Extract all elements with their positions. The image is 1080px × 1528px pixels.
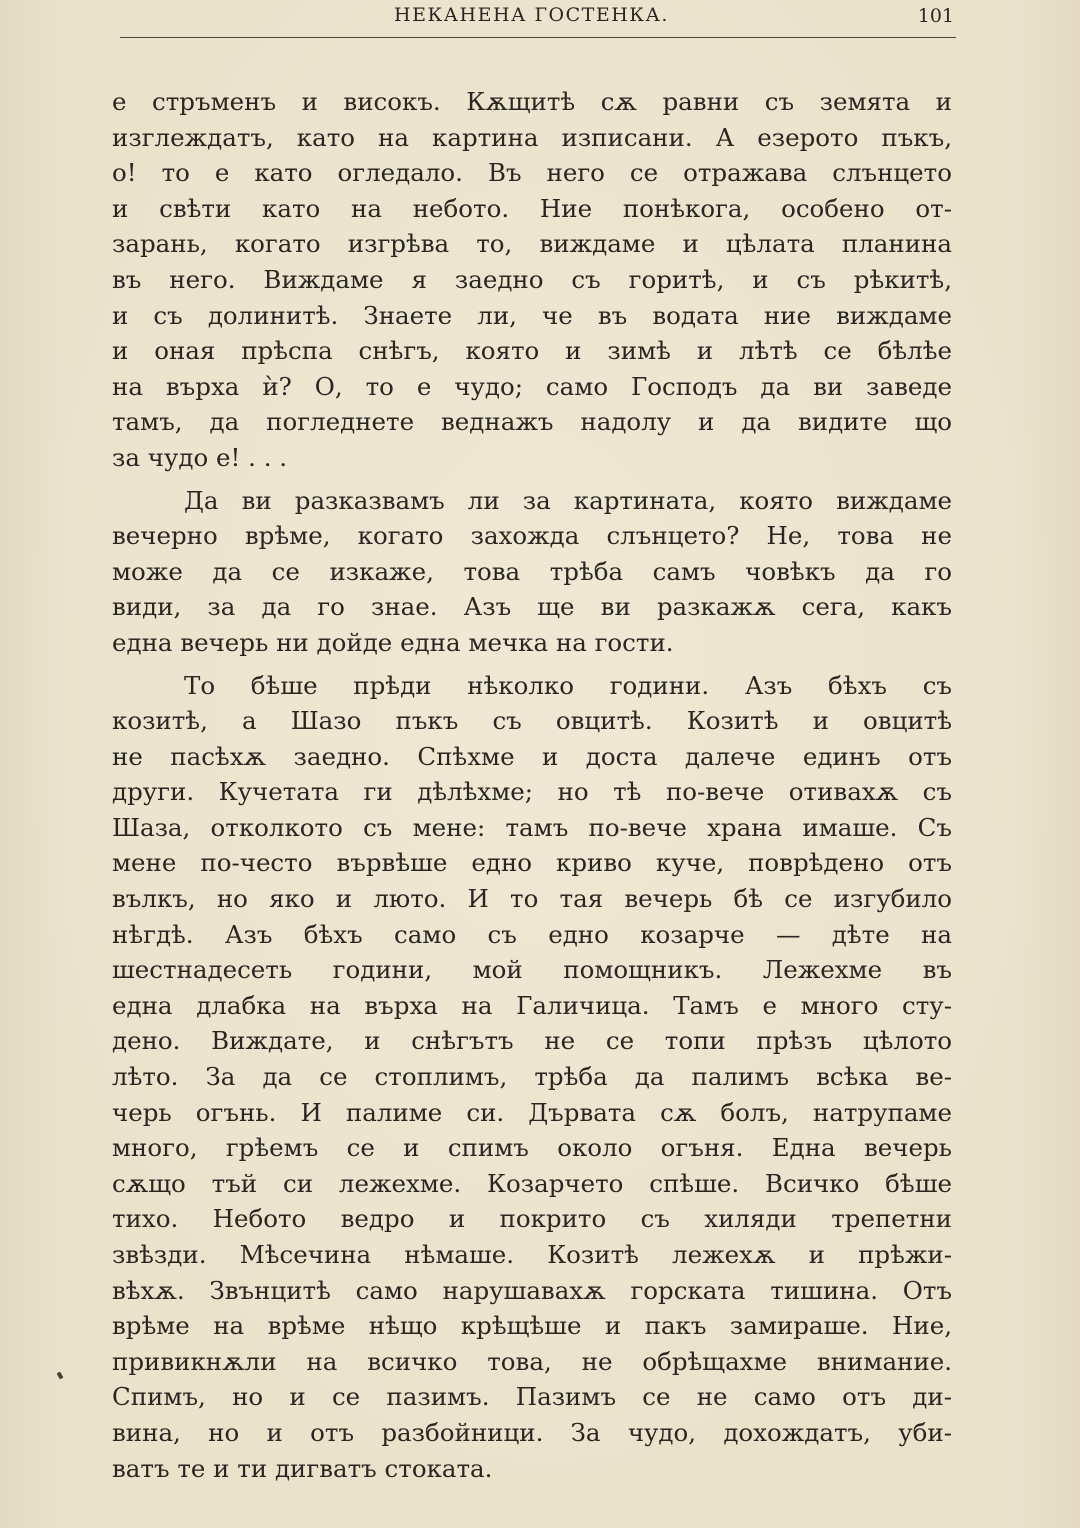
- text-line: може да се изкаже, това трѣба самъ човѣкъ да го: [112, 556, 952, 586]
- text-line: и свѣти като на небото. Ние понѣкога, особено от-: [112, 193, 952, 223]
- text-line: козитѣ, а Шазо пъкъ съ овцитѣ. Козитѣ и овцитѣ: [112, 706, 952, 736]
- text-line: много, грѣемъ се и спимъ около огъня. Една вечерь: [112, 1133, 952, 1163]
- text-line: вечерно врѣме, когато захожда слънцето? Не, това не: [112, 521, 952, 551]
- text-line: То бѣше прѣди нѣколко години. Азъ бѣхъ съ: [184, 670, 952, 700]
- text-line: види, за да го знае. Азъ ще ви разкажѫ сега, какъ: [112, 592, 952, 622]
- text-line: о! то е като огледало. Въ него се отражава слънцето: [112, 158, 952, 188]
- text-line: други. Кучетата ги дѣлѣхме; но тѣ по-вече отивахѫ съ: [112, 777, 952, 807]
- text-line: ватъ те и ти дигватъ стоката.: [112, 1453, 493, 1483]
- text-line: дено. Виждате, и снѣгътъ не се топи прѣзъ цѣлото: [112, 1026, 952, 1056]
- page-number: 101: [917, 5, 954, 27]
- text-line: зарань, когато изгрѣва то, виждаме и цѣлата планина: [112, 229, 952, 259]
- text-line: е стръменъ и високъ. Кѫщитѣ сѫ равни съ земята и: [112, 87, 952, 116]
- text-line: и съ долинитѣ. Знаете ли, че въ водата ние виждаме: [112, 300, 952, 330]
- text-line: изглеждатъ, като на картина изписани. А езерото пъкъ,: [112, 122, 952, 152]
- text-line: мене по-често вървѣше едно криво куче, поврѣдено отъ: [112, 848, 952, 878]
- paragraph-3: [112, 668, 952, 1487]
- text-line: привикнѫли на всичко това, не обрѣщахме внимание.: [112, 1346, 952, 1376]
- text-line: и оная прѣспа снѣгъ, която и зимѣ и лѣтѣ се бѣлѣе: [112, 336, 952, 366]
- text-line: тамъ, да погледнете веднажъ надолу и да видите що: [112, 407, 952, 437]
- text-line: на върха ѝ? О, то е чудо; само Господъ да ви заведе: [112, 371, 952, 401]
- text-line: Да ви разказвамъ ли за картината, която виждаме: [184, 485, 952, 515]
- paragraph-2: [112, 483, 952, 661]
- running-head: [120, 2, 956, 38]
- text-line: сѫщо тъй си лежехме. Козарчето спѣше. Всичко бѣше: [112, 1168, 952, 1198]
- paragraph-gap: [112, 476, 952, 483]
- text-line: вина, но и отъ разбойници. За чудо, дохождатъ, уби-: [112, 1417, 952, 1447]
- paragraph-1: [112, 84, 952, 476]
- text-line: Спимъ, но и се пазимъ. Пазимъ се не само отъ ди-: [112, 1382, 952, 1412]
- text-line: Шаза, отколкото съ мене: тамъ по-вече храна имаше. Съ: [112, 812, 952, 842]
- text-line: за чудо е! . . .: [112, 442, 288, 472]
- text-line: въ него. Виждаме я заедно съ горитѣ, и съ рѣкитѣ,: [112, 264, 952, 294]
- text-line: шестнадесеть години, мой помощникъ. Лежехме въ: [112, 955, 952, 985]
- text-line: лѣто. За да се стоплимъ, трѣба да палимъ всѣка ве-: [112, 1062, 952, 1092]
- text-line: една длабка на върха на Галичица. Тамъ е много сту-: [112, 990, 952, 1020]
- text-line: не пасѣхѫ заедно. Спѣхме и доста далече единъ отъ: [112, 741, 952, 771]
- text-line: една вечерь ни дойде една мечка на гости.: [112, 627, 674, 657]
- text-line: звѣзди. Мѣсечина нѣмаше. Козитѣ лежехѫ и прѣжи-: [112, 1240, 952, 1269]
- text-line: тихо. Небото ведро и покрито съ хиляди трепетни: [112, 1204, 952, 1234]
- header-rule: [120, 37, 956, 38]
- text-line: черь огънь. И палиме си. Дървата сѫ болъ, натрупаме: [112, 1097, 952, 1127]
- text-line: вѣхѫ. Звънцитѣ само нарушавахѫ горската тишина. Отъ: [112, 1275, 952, 1305]
- text-line: вълкъ, но яко и люто. И то тая вечерь бѣ се изгубило: [112, 884, 952, 914]
- ink-speck: [57, 1371, 64, 1379]
- paragraph-gap: [112, 661, 952, 668]
- body-text: [112, 84, 952, 1486]
- text-line: нѣгдѣ. Азъ бѣхъ само съ едно козарче — дѣте на: [112, 919, 952, 949]
- running-head-title: НЕКАНЕНА ГОСТЕНКА.: [394, 4, 669, 26]
- text-line: врѣме на врѣме нѣщо крѣщѣше и пакъ замираше. Ние,: [112, 1311, 952, 1341]
